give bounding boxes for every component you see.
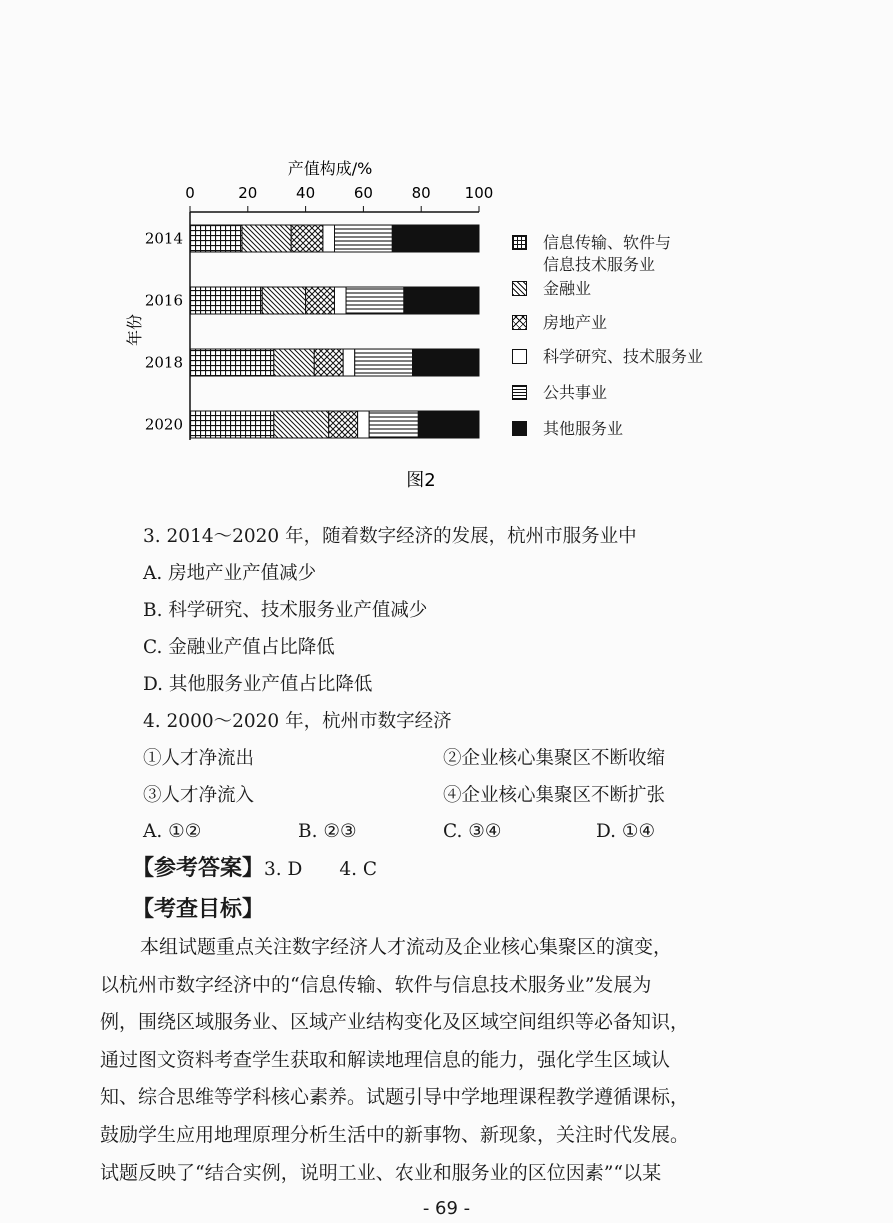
legend-item: [512, 278, 591, 300]
answer-text: 3. D 4. C: [264, 859, 378, 880]
bar-segment: [346, 287, 404, 314]
answer-heading: 【参考答案】: [132, 855, 265, 881]
bar-segment: [329, 411, 358, 438]
question-4-option-b: B. ②③: [298, 821, 357, 842]
x-tick-label: 60: [353, 184, 373, 202]
bar-segment: [262, 287, 305, 314]
question-4-statement-4: ④企业核心集聚区不断扩张: [443, 785, 666, 806]
solid-swatch: [512, 421, 527, 436]
question-4-statement-1: ①人才净流出: [143, 748, 255, 769]
legend-label: 金融业: [543, 279, 592, 298]
figure-caption: 图2: [406, 470, 436, 491]
question-3-option-d: D. 其他服务业产值占比降低: [143, 674, 373, 695]
legend-item: [512, 312, 607, 334]
question-3-option-c: C. 金融业产值占比降低: [143, 637, 335, 658]
bar-segment: [404, 287, 479, 314]
y-axis-label: 年份: [125, 313, 144, 347]
bar-segment: [242, 225, 291, 252]
objective-paragraph: [100, 929, 750, 1192]
question-4-option-d: D. ①④: [596, 821, 656, 842]
legend-item: [512, 232, 671, 276]
bar-segment: [392, 225, 479, 252]
bar-segment: [190, 349, 274, 376]
bar-segment: [413, 349, 479, 376]
objective-heading: 【考查目标】: [132, 896, 265, 922]
answer-row: [132, 855, 377, 883]
bar-segment: [358, 411, 370, 438]
legend-label: 科学研究、技术服务业: [543, 347, 704, 366]
paragraph-line: 试题反映了“结合实例，说明工业、农业和服务业的区位因素”“以某: [100, 1161, 662, 1184]
x-tick-label: 80: [411, 184, 431, 202]
grid-pattern-swatch: [512, 235, 527, 250]
question-3-option-a: A. 房地产业产值减少: [143, 563, 317, 584]
blank-pattern-swatch: [512, 349, 527, 364]
bar-segment: [190, 287, 262, 314]
bar-segment: [190, 411, 274, 438]
paragraph-line: 鼓励学生应用地理原理分析生活中的新事物、新现象，关注时代发展。: [100, 1123, 690, 1146]
question-3-stem: 3. 2014～2020 年，随着数字经济的发展，杭州市服务业中: [143, 526, 637, 547]
bar-segment: [343, 349, 355, 376]
question-4-option-a: A. ①②: [143, 821, 202, 842]
bar-segment: [369, 411, 418, 438]
paragraph-line: 本组试题重点关注数字经济人才流动及企业核心集聚区的演变，: [140, 936, 673, 958]
legend-label: 信息传输、软件与 信息技术服务业: [543, 233, 672, 274]
question-4-statement-2: ②企业核心集聚区不断收缩: [443, 748, 666, 769]
paragraph-line: 知、综合思维等学科核心素养。试题引导中学地理课程教学遵循课标，: [100, 1086, 690, 1109]
x-axis-label: 产值构成/%: [287, 159, 373, 178]
paragraph-line: 例，围绕区域服务业、区域产业结构变化及区域空间组织等必备知识，: [100, 1011, 690, 1034]
horizontal-lines-swatch: [512, 385, 527, 400]
bar-segment: [190, 225, 242, 252]
page-number: - 69 -: [422, 1198, 471, 1219]
bar-segment: [335, 225, 393, 252]
legend-label: 房地产业: [543, 313, 608, 332]
legend-item: [512, 382, 607, 404]
bar-segment: [274, 349, 314, 376]
stacked-bar-chart: [0, 0, 893, 500]
legend-label: 其他服务业: [543, 419, 624, 438]
x-tick-label: 40: [296, 184, 316, 202]
y-category-label: 2020: [144, 415, 183, 434]
crosshatch-pattern-swatch: [512, 315, 527, 330]
question-4-option-c: C. ③④: [443, 821, 502, 842]
bar-segment: [306, 287, 335, 314]
x-tick-label: 0: [185, 184, 195, 202]
question-3-option-b: B. 科学研究、技术服务业产值减少: [143, 600, 428, 621]
paragraph-line: 通过图文资料考查学生获取和解读地理信息的能力，强化学生区域认: [100, 1048, 671, 1071]
legend-item: [512, 418, 623, 440]
y-category-label: 2014: [144, 229, 183, 248]
bar-segment: [335, 287, 347, 314]
x-tick-label: 100: [464, 184, 494, 202]
diagonal-pattern-swatch: [512, 281, 527, 296]
bar-segment: [323, 225, 335, 252]
question-4-statement-3: ③人才净流入: [143, 785, 255, 806]
y-category-label: 2016: [144, 291, 183, 310]
question-4-stem: 4. 2000～2020 年，杭州市数字经济: [143, 711, 452, 732]
legend-item: [512, 346, 703, 368]
paragraph-line: 以杭州市数字经济中的“信息传输、软件与信息技术服务业”发展为: [100, 973, 652, 996]
bar-segment: [314, 349, 343, 376]
legend-label: 公共事业: [543, 383, 608, 402]
x-tick-label: 20: [238, 184, 258, 202]
y-category-label: 2018: [144, 353, 183, 372]
bar-segment: [418, 411, 479, 438]
bar-segment: [291, 225, 323, 252]
bar-segment: [274, 411, 329, 438]
bar-segment: [355, 349, 413, 376]
